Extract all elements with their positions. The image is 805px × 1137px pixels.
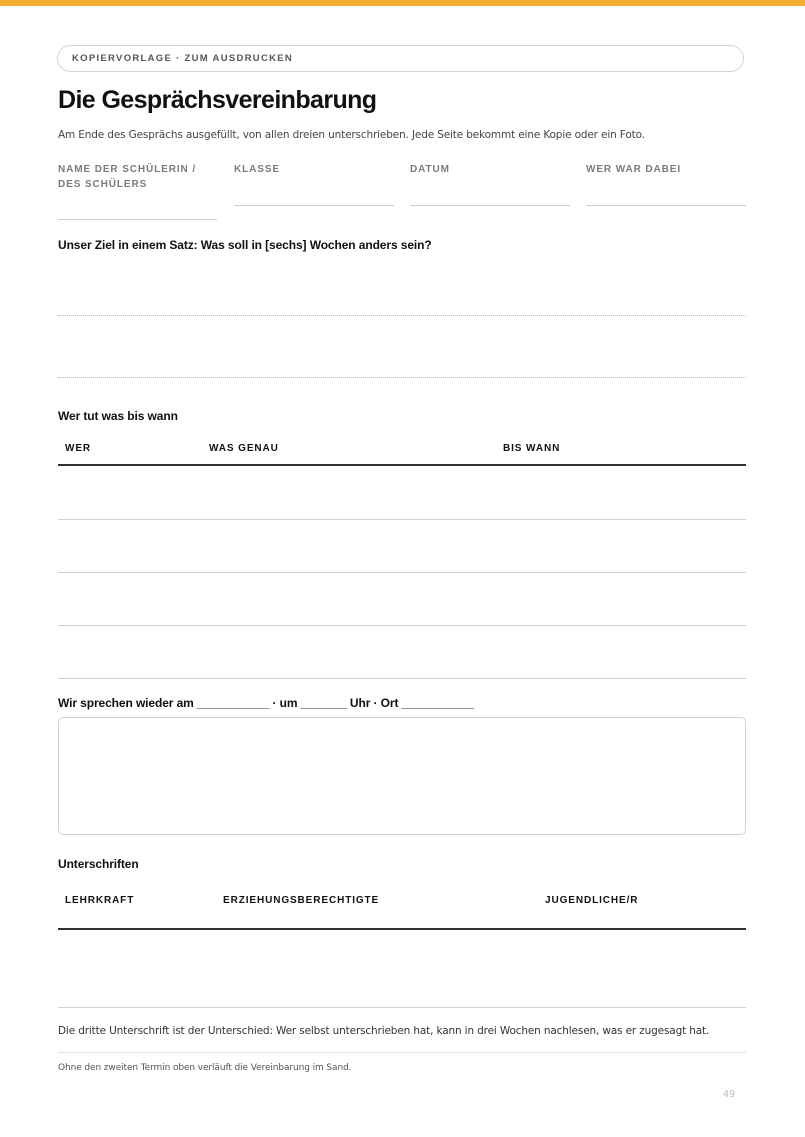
field-line: [586, 205, 746, 206]
template-tag: [57, 45, 744, 72]
footer-small-note: Ohne den zweiten Termin oben verläuft die Vereinbarung im Sand.: [58, 1063, 352, 1073]
field-date[interactable]: [410, 162, 570, 206]
field-label: WER WAR DABEI: [586, 164, 682, 175]
column-header-teacher: LEHRKRAFT: [65, 895, 135, 906]
tasks-heading: Wer tut was bis wann: [58, 409, 178, 423]
notes-box[interactable]: [58, 717, 746, 835]
footer-divider: [58, 1052, 746, 1053]
signatures-heading: Unterschriften: [58, 857, 139, 871]
table-row[interactable]: [58, 572, 746, 573]
column-header-when: BIS WANN: [503, 443, 561, 454]
top-accent-bar: [0, 0, 805, 6]
field-label: DATUM: [410, 164, 450, 175]
template-tag-label: KOPIERVORLAGE · ZUM AUSDRUCKEN: [72, 53, 294, 64]
field-label: NAME DER SCHÜLERIN / DES SCHÜLERS: [58, 164, 197, 190]
next-meeting-line: Wir sprechen wieder am ___________ · um _______ Uhr · Ort ___________: [58, 696, 474, 710]
goal-write-line-2[interactable]: [58, 377, 746, 378]
page-title: Die Gesprächsvereinbarung: [58, 86, 377, 114]
tasks-table-header: [58, 434, 746, 466]
signatures-table-header: [58, 886, 746, 930]
field-line: [234, 205, 394, 206]
field-label: KLASSE: [234, 164, 280, 175]
page-subtitle: Am Ende des Gesprächs ausgefüllt, von allen dreien unterschrieben. Jede Seite bekommt eine Kopie oder ein Foto.: [58, 129, 645, 141]
column-header-who: WER: [65, 443, 92, 454]
table-row[interactable]: [58, 519, 746, 520]
field-line: [410, 205, 570, 206]
column-header-guardian: ERZIEHUNGSBERECHTIGTE: [223, 895, 380, 906]
footer-note: Die dritte Unterschrift ist der Unterschied: Wer selbst unterschrieben hat, kann in drei Wochen nachlesen, was er zugesagt hat.: [58, 1025, 710, 1037]
page-number: 49: [723, 1089, 736, 1100]
field-participants[interactable]: [586, 162, 746, 206]
table-row[interactable]: [58, 625, 746, 626]
signature-row[interactable]: [58, 1007, 746, 1008]
field-student-name[interactable]: [58, 162, 217, 220]
field-line: [58, 219, 217, 220]
goal-heading: Unser Ziel in einem Satz: Was soll in [sechs] Wochen anders sein?: [58, 238, 432, 252]
field-class[interactable]: [234, 162, 394, 206]
column-header-youth: JUGENDLICHE/R: [545, 895, 639, 906]
table-row[interactable]: [58, 678, 746, 679]
column-header-what: WAS GENAU: [209, 443, 279, 454]
goal-write-line-1[interactable]: [58, 315, 746, 316]
